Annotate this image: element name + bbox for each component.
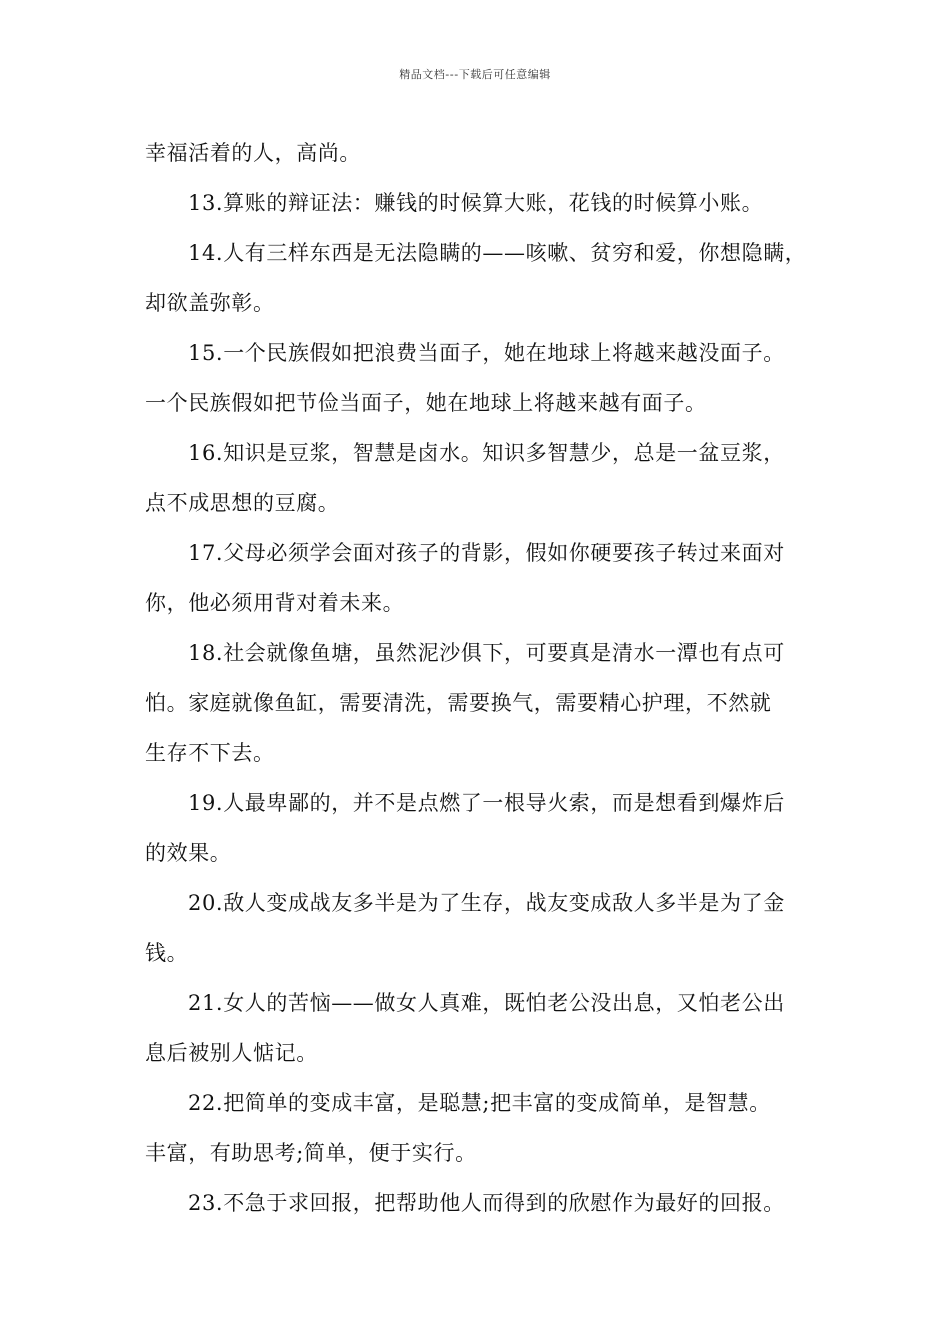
- text-line: 丰富，有助思考;简单，便于实行。: [145, 1141, 477, 1165]
- text-line: 你，他必须用背对着未来。: [145, 591, 405, 615]
- text-line: 一个民族假如把节俭当面子，她在地球上将越来越有面子。: [145, 391, 707, 415]
- text-line: 幸福活着的人，高尚。: [145, 141, 361, 165]
- text-line: 18.社会就像鱼塘，虽然泥沙俱下，可要真是清水一潭也有点可: [188, 641, 785, 665]
- text-line: 19.人最卑鄙的，并不是点燃了一根导火索，而是想看到爆炸后: [188, 791, 785, 815]
- text-line: 15.一个民族假如把浪费当面子，她在地球上将越来越没面子。: [188, 341, 785, 365]
- text-line: 16.知识是豆浆，智慧是卤水。知识多智慧少，总是一盆豆浆，: [188, 441, 785, 465]
- text-line: 点不成思想的豆腐。: [145, 491, 340, 515]
- text-line: 17.父母必须学会面对孩子的背影，假如你硬要孩子转过来面对: [188, 541, 785, 565]
- text-line: 生存不下去。: [145, 741, 275, 765]
- text-line: 钱。: [145, 941, 189, 965]
- text-line: 14.人有三样东西是无法隐瞒的——咳嗽、贫穷和爱，你想隐瞒，: [188, 241, 807, 265]
- text-line: 23.不急于求回报，把帮助他人而得到的欣慰作为最好的回报。: [188, 1191, 785, 1215]
- text-line: 怕。家庭就像鱼缸，需要清洗，需要换气，需要精心护理，不然就: [145, 691, 772, 715]
- text-line: 13.算账的辩证法：赚钱的时候算大账，花钱的时候算小账。: [188, 191, 764, 215]
- text-line: 却欲盖弥彰。: [145, 291, 275, 315]
- text-line: 22.把简单的变成丰富，是聪慧;把丰富的变成简单，是智慧。: [188, 1091, 771, 1115]
- page-header: 精品文档---下载后可任意编辑: [399, 68, 551, 81]
- text-line: 的效果。: [145, 841, 232, 865]
- text-line: 20.敌人变成战友多半是为了生存，战友变成敌人多半是为了金: [188, 891, 785, 915]
- text-line: 21.女人的苦恼——做女人真难，既怕老公没出息，又怕老公出: [188, 991, 785, 1015]
- text-line: 息后被别人惦记。: [145, 1041, 318, 1065]
